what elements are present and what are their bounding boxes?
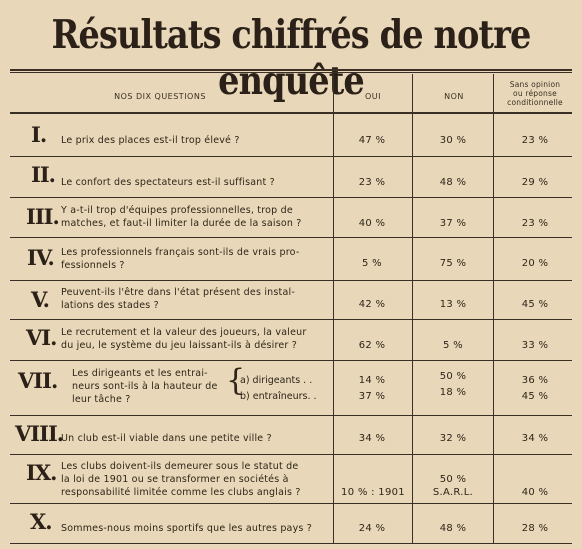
row-8-non: 32 % <box>439 433 467 444</box>
row-9-question <box>61 460 301 499</box>
row-4-non: 75 % <box>439 258 467 269</box>
row-9-oui: 10 % : 1901 <box>341 487 405 498</box>
row-1-non: 30 % <box>439 135 467 146</box>
row-3-question-line-2: matches, et faut-il limiter la durée de la saison ? <box>61 218 302 229</box>
row-4-question <box>61 246 299 272</box>
header-non: NON <box>444 92 464 101</box>
row-4-question-line-2: fessionnels ? <box>61 260 125 271</box>
row-7-non-a: 50 % <box>439 371 467 382</box>
row-6-question-line-2: du jeu, le système du jeu laissant-ils à désirer ? <box>61 340 297 351</box>
row-7-non-b: 18 % <box>439 387 467 398</box>
row-9-question-line-1: Les clubs doivent-ils demeurer sous le statut de <box>61 461 299 472</box>
row-10-question: Sommes-nous moins sportifs que les autres pays ? <box>61 523 313 534</box>
col-divider-2 <box>412 74 413 544</box>
header-sans-opinion <box>496 80 574 107</box>
row-4-sans: 20 % <box>521 258 549 269</box>
row-5-question <box>61 286 295 312</box>
header-bottom-rule <box>10 112 572 114</box>
row-1-question: Le prix des places est-il trop élevé ? <box>61 135 240 146</box>
row-7-question-line-3: leur tâche ? <box>72 394 131 405</box>
row-3-sans: 23 % <box>521 218 549 229</box>
row-9-non: 50 % <box>439 474 467 485</box>
row-9-number: IX. <box>26 460 57 485</box>
row-2-oui: 23 % <box>358 177 386 188</box>
col-divider-1 <box>333 74 334 544</box>
header-sans-line-3: conditionnelle <box>507 98 563 107</box>
row-4-oui: 5 % <box>362 258 382 269</box>
header-oui: OUI <box>364 92 381 101</box>
row-7-sub-a: a) dirigeants . . <box>240 375 313 386</box>
header-top-rule-2 <box>10 72 572 73</box>
row-5-number: V. <box>31 287 49 312</box>
header-questions: NOS DIX QUESTIONS <box>114 92 206 101</box>
row-6-non: 5 % <box>443 340 463 351</box>
row-3-non: 37 % <box>439 218 467 229</box>
row-3-number: III. <box>26 204 59 229</box>
header-top-rule <box>10 69 572 71</box>
header-sans-line-1: Sans opinion <box>509 80 561 89</box>
row-7-oui-b: 37 % <box>358 391 386 402</box>
row-5-oui: 42 % <box>358 299 386 310</box>
row-2-rule <box>10 197 572 198</box>
row-7-sans-b: 45 % <box>521 391 549 402</box>
row-5-sans: 45 % <box>521 299 549 310</box>
row-5-question-line-1: Peuvent-ils l'être dans l'état présent des instal- <box>61 287 295 298</box>
row-1-rule <box>10 156 572 157</box>
row-6-rule <box>10 360 572 361</box>
row-5-non: 13 % <box>439 299 467 310</box>
row-6-sans: 33 % <box>521 340 549 351</box>
row-7-question-line-2: neurs sont-ils à la hauteur de <box>72 381 218 392</box>
row-8-sans: 34 % <box>521 433 549 444</box>
page-title: Résultats chiffrés de notre enquête <box>51 12 531 104</box>
row-7-number: VII. <box>18 368 58 393</box>
row-8-number: VIII. <box>15 421 64 446</box>
row-9-non-2: S.A.R.L. <box>432 487 474 498</box>
row-10-rule <box>10 543 572 544</box>
header-sans-line-2: ou réponse <box>513 89 557 98</box>
row-3-question <box>61 204 302 230</box>
row-9-rule <box>10 503 572 504</box>
row-7-sub-b: b) entraîneurs. . <box>240 391 317 402</box>
row-7-rule <box>10 415 572 416</box>
row-1-oui: 47 % <box>358 135 386 146</box>
row-6-question <box>61 326 306 352</box>
row-10-non: 48 % <box>439 523 467 534</box>
row-9-question-line-3: responsabilité limitée comme les clubs anglais ? <box>61 487 301 498</box>
row-10-sans: 28 % <box>521 523 549 534</box>
row-9-sans: 40 % <box>521 487 549 498</box>
row-2-sans: 29 % <box>521 177 549 188</box>
row-6-oui: 62 % <box>358 340 386 351</box>
row-1-number: I. <box>31 122 47 147</box>
row-3-rule <box>10 237 572 238</box>
row-9-question-line-2: la loi de 1901 ou se transformer en sociétés à <box>61 474 289 485</box>
row-7-question <box>72 367 218 406</box>
row-10-oui: 24 % <box>358 523 386 534</box>
row-5-question-line-2: lations des stades ? <box>61 300 159 311</box>
row-5-rule <box>10 319 572 320</box>
row-7-sans-a: 36 % <box>521 375 549 386</box>
row-6-number: VI. <box>26 325 57 350</box>
row-2-question: Le confort des spectateurs est-il suffisant ? <box>61 177 275 188</box>
row-3-oui: 40 % <box>358 218 386 229</box>
row-2-non: 48 % <box>439 177 467 188</box>
row-7-oui-a: 14 % <box>358 375 386 386</box>
row-4-question-line-1: Les professionnels français sont-ils de vrais pro- <box>61 247 300 258</box>
row-6-question-line-1: Le recrutement et la valeur des joueurs, la valeur <box>61 327 307 338</box>
col-divider-3 <box>493 74 494 544</box>
row-3-question-line-1: Y a-t-il trop d'équipes professionnelles, trop de <box>61 205 293 216</box>
row-1-sans: 23 % <box>521 135 549 146</box>
row-10-number: X. <box>30 509 52 534</box>
row-8-oui: 34 % <box>358 433 386 444</box>
row-2-number: II. <box>31 162 55 187</box>
row-8-rule <box>10 454 572 455</box>
row-8-question: Un club est-il viable dans une petite ville ? <box>61 433 272 444</box>
row-4-rule <box>10 280 572 281</box>
row-4-number: IV. <box>27 245 54 270</box>
row-7-question-line-1: Les dirigeants et les entrai- <box>72 368 208 379</box>
row-7-brace: { <box>226 363 246 398</box>
